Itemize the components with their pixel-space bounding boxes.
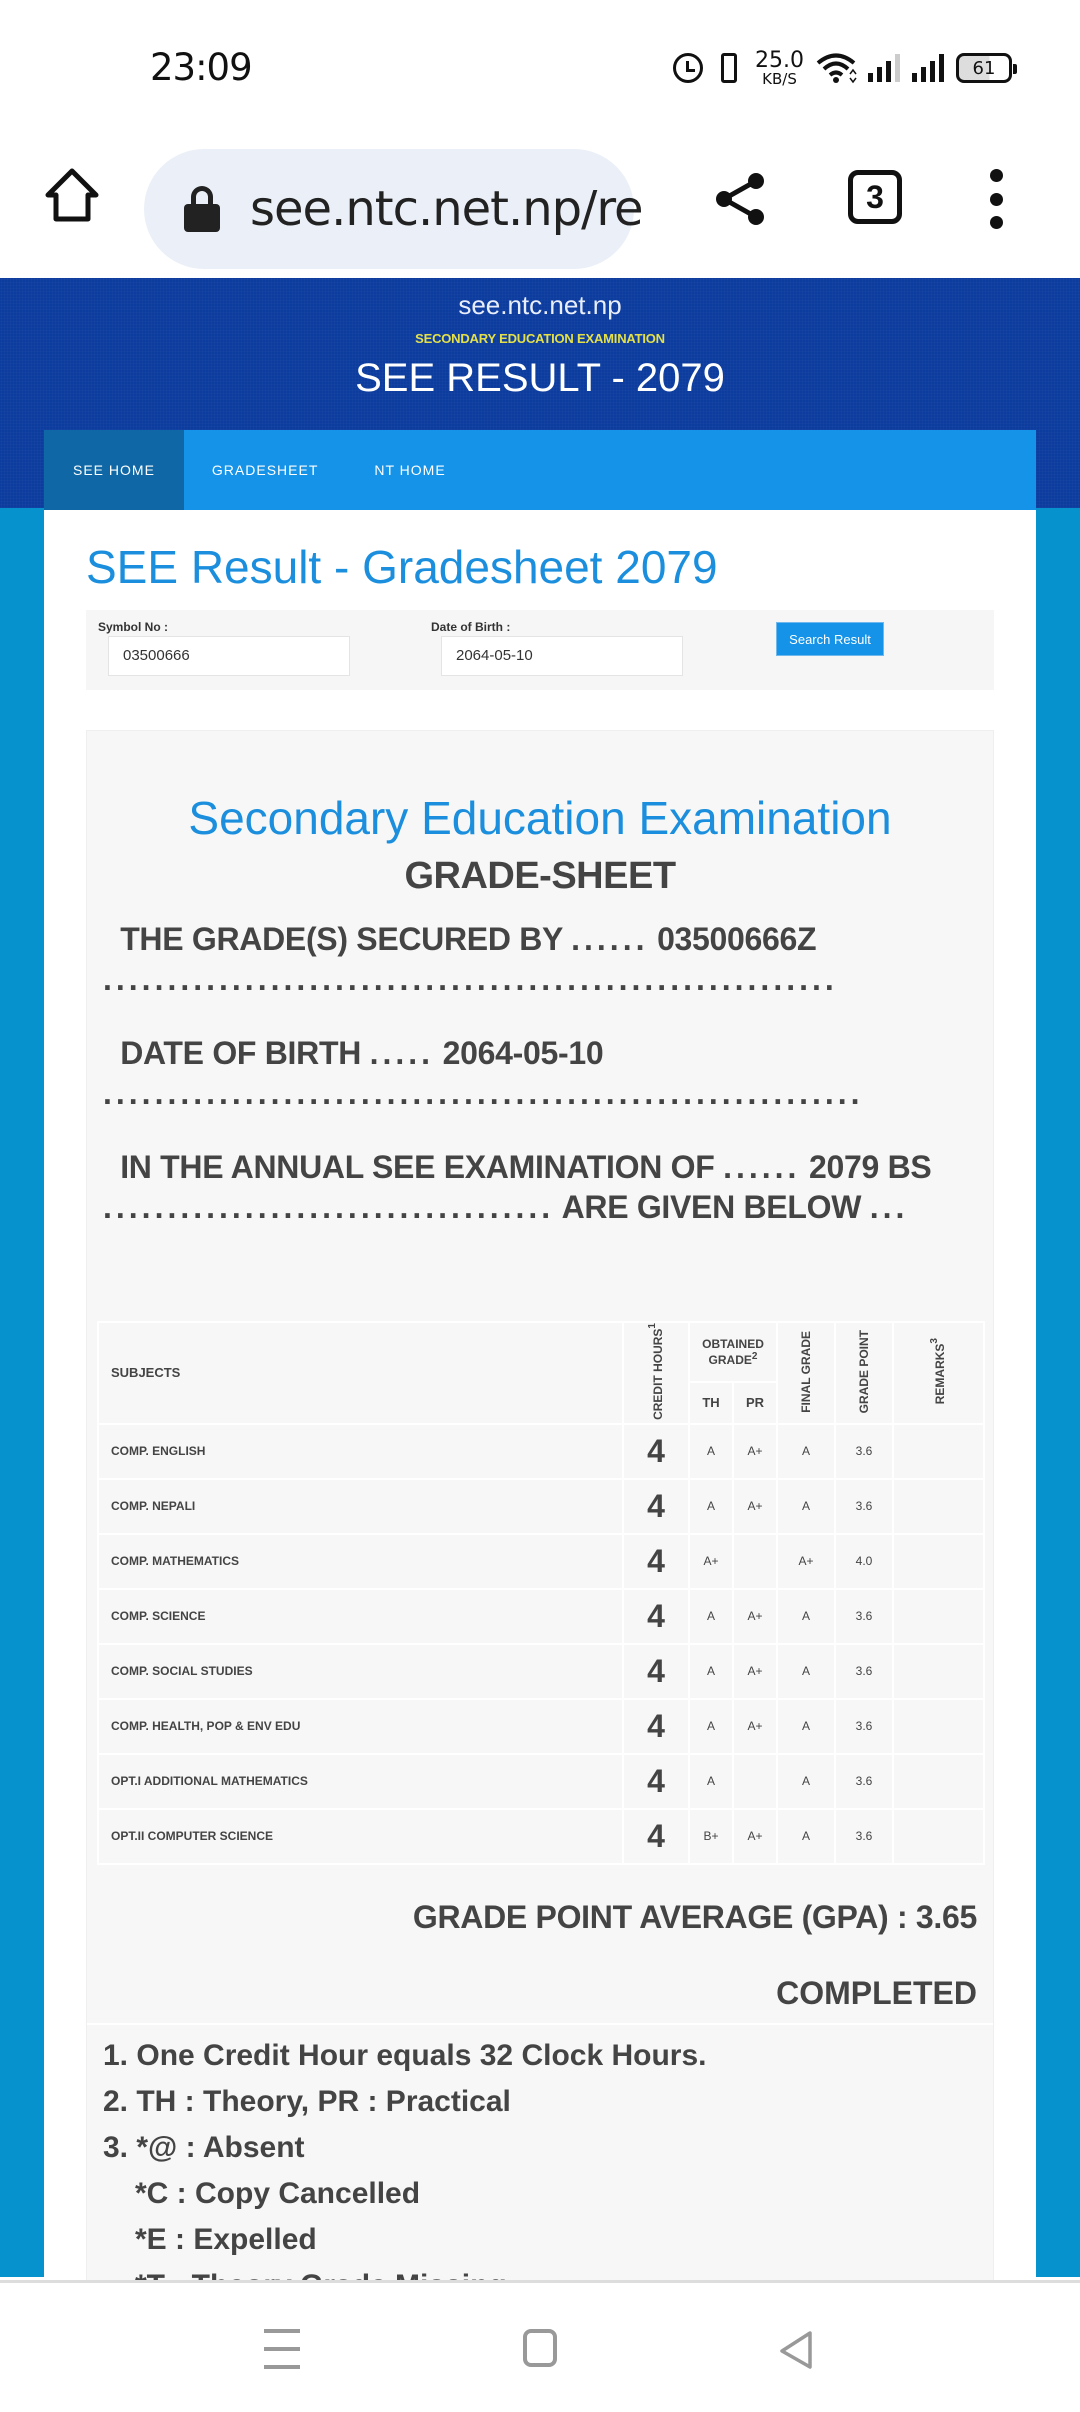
grade-point-cell: 3.6 <box>835 1699 893 1754</box>
web-page <box>0 278 1080 2277</box>
battery-icon <box>956 53 1012 83</box>
remarks-cell <box>893 1589 984 1644</box>
home-icon[interactable] <box>42 165 102 225</box>
pr-grade-cell: A+ <box>733 1809 777 1864</box>
remarks-cell <box>893 1534 984 1589</box>
home-icon[interactable] <box>523 2329 557 2367</box>
signal-icon-1 <box>868 54 900 82</box>
site-subtitle: SECONDARY EDUCATION EXAMINATION <box>415 331 665 346</box>
col-credit-hours: CREDIT HOURS$^1$ <box>623 1322 689 1424</box>
signal-icon-2 <box>912 54 944 82</box>
table-row <box>98 1699 984 1754</box>
footnote: 2. TH : Theory, PR : Practical <box>103 2085 511 2118</box>
grade-point-cell: 3.6 <box>835 1479 893 1534</box>
gpa-label: GRADE POINT AVERAGE (GPA) : <box>412 1899 908 1935</box>
status-icons <box>673 48 1012 88</box>
footnotes <box>103 2033 707 2309</box>
remarks-cell <box>893 1424 984 1479</box>
battery-level: 61 <box>972 57 996 79</box>
subject-cell: COMP. MATHEMATICS <box>98 1534 623 1589</box>
site-domain: see.ntc.net.np <box>458 290 622 320</box>
site-title: SEE RESULT - 2079 <box>355 356 725 400</box>
system-nav-bar <box>0 2280 1080 2412</box>
pr-grade-cell <box>733 1534 777 1589</box>
grade-point-cell: 3.6 <box>835 1424 893 1479</box>
result-status: COMPLETED <box>776 1975 977 2011</box>
url-bar[interactable] <box>144 149 643 269</box>
nav-item-gradesheet[interactable]: GRADESHEET <box>211 462 319 478</box>
subject-cell: COMP. ENGLISH <box>98 1424 623 1479</box>
pr-grade-cell: A+ <box>733 1589 777 1644</box>
th-grade-cell: B+ <box>689 1809 733 1864</box>
col-grade-point: GRADE POINT <box>835 1322 893 1424</box>
th-grade-cell: A <box>689 1754 733 1809</box>
exam-statement-value: 2079 BS <box>809 1149 932 1185</box>
net-speed <box>755 47 804 88</box>
tabs-icon[interactable] <box>848 170 902 224</box>
final-grade-cell: A <box>777 1589 835 1644</box>
share-icon[interactable] <box>712 171 768 227</box>
secured-by-statement: THE GRADE(S) SECURED BY ...... 03500666Z ......................................................... <box>103 921 838 997</box>
col-remarks: REMARKS$^3$ <box>893 1322 984 1424</box>
table-row <box>98 1754 984 1809</box>
credit-hours-cell: 4 <box>623 1424 689 1479</box>
th-grade-cell: A <box>689 1424 733 1479</box>
footnote: *C : Copy Cancelled <box>135 2177 421 2210</box>
pr-grade-cell: A+ <box>733 1479 777 1534</box>
site-nav <box>44 430 1036 510</box>
url-text[interactable]: see.ntc.net.np/re <box>250 181 643 237</box>
th-grade-cell: A <box>689 1699 733 1754</box>
final-grade-cell: A <box>777 1644 835 1699</box>
final-grade-cell: A <box>777 1699 835 1754</box>
table-row <box>98 1479 984 1534</box>
footnote: *E : Expelled <box>135 2223 317 2256</box>
more-vert-icon[interactable] <box>980 169 1012 229</box>
col-subjects: SUBJECTS <box>98 1322 623 1424</box>
gpa-value: 3.65 <box>915 1899 977 1935</box>
given-below: ARE GIVEN BELOW <box>561 1189 862 1225</box>
subject-cell: COMP. HEALTH, POP & ENV EDU <box>98 1699 623 1754</box>
search-result-button[interactable]: Search Result <box>776 622 884 656</box>
final-grade-cell: A <box>777 1754 835 1809</box>
th-grade-cell: A+ <box>689 1534 733 1589</box>
pr-grade-cell: A+ <box>733 1644 777 1699</box>
footnote: 3. *@ : Absent <box>103 2131 305 2164</box>
sheet-title: GRADE-SHEET <box>404 855 676 897</box>
grade-point-cell: 3.6 <box>835 1589 893 1644</box>
subject-cell: COMP. SCIENCE <box>98 1589 623 1644</box>
pr-grade-cell: A+ <box>733 1424 777 1479</box>
subject-cell: OPT.II COMPUTER SCIENCE <box>98 1809 623 1864</box>
credit-hours-cell: 4 <box>623 1644 689 1699</box>
col-pr: PR <box>733 1382 777 1424</box>
credit-hours-cell: 4 <box>623 1589 689 1644</box>
exam-statement: IN THE ANNUAL SEE EXAMINATION OF ...... 2079 BS ................................... ARE GIVEN BELOW ... <box>103 1149 932 1225</box>
divider <box>87 2023 993 2025</box>
dob-label: Date of Birth : <box>431 620 511 634</box>
credit-hours-cell: 4 <box>623 1754 689 1809</box>
nav-item-nt-home[interactable]: NT HOME <box>374 462 446 478</box>
remarks-cell <box>893 1754 984 1809</box>
symbol-label: Symbol No : <box>98 620 169 634</box>
recents-icon[interactable] <box>264 2329 300 2369</box>
grade-table <box>97 1321 985 1865</box>
col-final-grade: FINAL GRADE <box>777 1322 835 1424</box>
main-content <box>44 510 1036 2290</box>
col-obtained-grade: OBTAINED GRADE$^2$ <box>689 1322 777 1382</box>
final-grade-cell: A <box>777 1424 835 1479</box>
exam-title: Secondary Education Examination <box>188 792 892 844</box>
vibrate-icon <box>721 53 737 83</box>
pr-grade-cell <box>733 1754 777 1809</box>
dob-input[interactable]: 2064-05-10 <box>441 636 683 676</box>
credit-hours-cell: 4 <box>623 1534 689 1589</box>
status-time: 23:09 <box>150 46 252 89</box>
footnote: 1. One Credit Hour equals 32 Clock Hours. <box>103 2039 707 2072</box>
final-grade-cell: A+ <box>777 1534 835 1589</box>
table-row <box>98 1644 984 1699</box>
table-row <box>98 1534 984 1589</box>
search-form <box>86 610 994 690</box>
dob-statement-value: 2064-05-10 <box>442 1035 604 1071</box>
remarks-cell <box>893 1809 984 1864</box>
grade-point-cell: 3.6 <box>835 1754 893 1809</box>
net-speed-unit: KB/S <box>762 69 797 88</box>
dob-statement: DATE OF BIRTH ..... 2064-05-10 ........................................................... <box>103 1035 864 1111</box>
remarks-cell <box>893 1699 984 1754</box>
nav-item-see-home[interactable]: SEE HOME <box>44 430 184 510</box>
grade-point-cell: 3.6 <box>835 1809 893 1864</box>
remarks-cell <box>893 1479 984 1534</box>
status-bar <box>0 0 1080 135</box>
subject-cell: COMP. SOCIAL STUDIES <box>98 1644 623 1699</box>
alarm-icon <box>673 53 703 83</box>
pr-grade-cell: A+ <box>733 1699 777 1754</box>
browser-toolbar <box>0 135 1080 278</box>
gpa <box>413 1899 977 1936</box>
th-grade-cell: A <box>689 1644 733 1699</box>
th-grade-cell: A <box>689 1479 733 1534</box>
final-grade-cell: A <box>777 1809 835 1864</box>
table-row <box>98 1809 984 1864</box>
dob-statement-label: DATE OF BIRTH <box>120 1035 362 1071</box>
net-speed-value: 25.0 <box>755 47 804 73</box>
secured-by-value: 03500666Z <box>657 921 817 957</box>
subject-cell: COMP. NEPALI <box>98 1479 623 1534</box>
table-row <box>98 1589 984 1644</box>
lock-icon[interactable] <box>184 186 220 232</box>
subject-cell: OPT.I ADDITIONAL MATHEMATICS <box>98 1754 623 1809</box>
col-th: TH <box>689 1382 733 1424</box>
exam-statement-label: IN THE ANNUAL SEE EXAMINATION OF <box>120 1149 715 1185</box>
symbol-input[interactable]: 03500666 <box>108 636 350 676</box>
grade-sheet <box>86 730 994 2330</box>
credit-hours-cell: 4 <box>623 1699 689 1754</box>
grade-point-cell: 3.6 <box>835 1644 893 1699</box>
secured-by-label: THE GRADE(S) SECURED BY <box>120 921 563 957</box>
remarks-cell <box>893 1644 984 1699</box>
credit-hours-cell: 4 <box>623 1809 689 1864</box>
tab-count: 3 <box>866 178 884 215</box>
grade-point-cell: 4.0 <box>835 1534 893 1589</box>
credit-hours-cell: 4 <box>623 1479 689 1534</box>
table-row <box>98 1424 984 1479</box>
back-icon[interactable] <box>776 2329 816 2369</box>
wifi-icon <box>816 52 856 84</box>
th-grade-cell: A <box>689 1589 733 1644</box>
page-title: SEE Result - Gradesheet 2079 <box>86 541 718 593</box>
final-grade-cell: A <box>777 1479 835 1534</box>
